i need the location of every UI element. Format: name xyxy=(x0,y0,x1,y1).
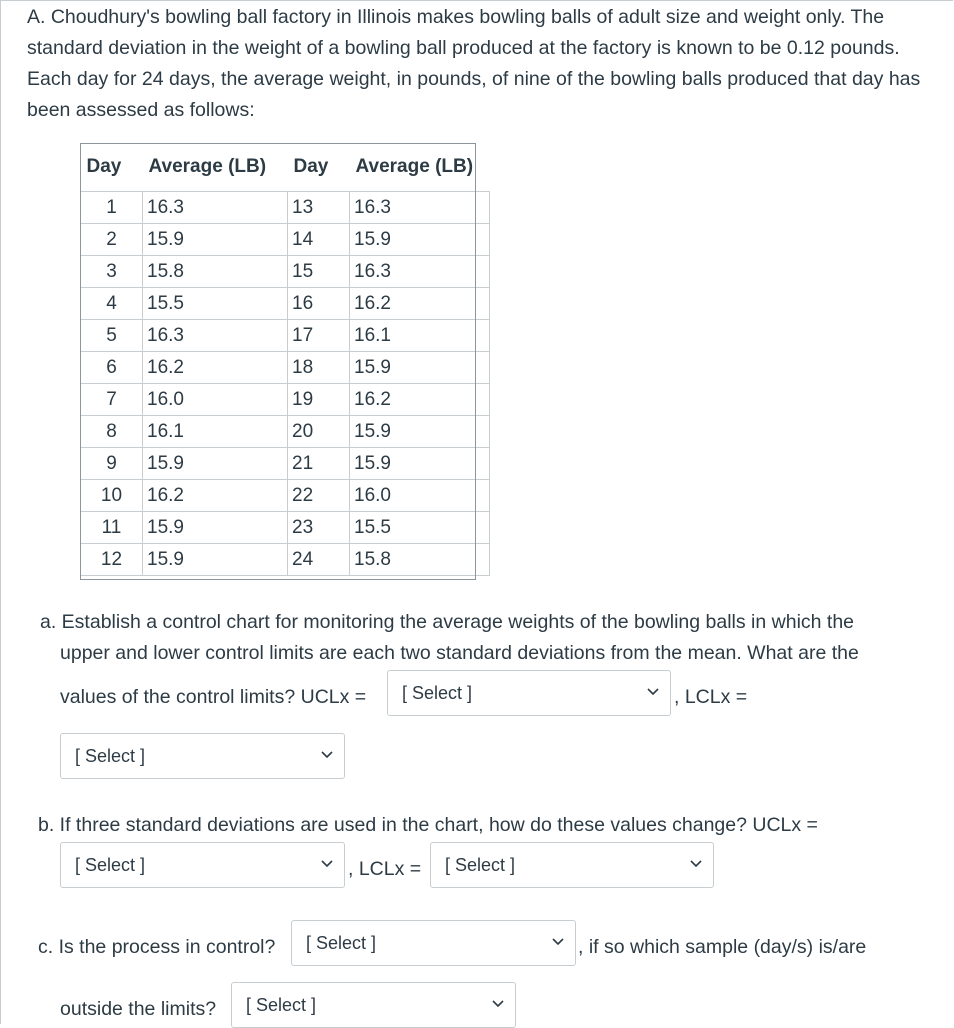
average-cell: 15.5 xyxy=(143,288,288,320)
day-cell: 18 xyxy=(288,352,350,384)
question-intro: A. Choudhury's bowling ball factory in Illinois makes bowling balls of adult size and weight only. The standard deviation in the weight of a bowling ball produced at the factory is known to be 0.12 pounds. Each day for 24 days, the average weight, in pounds, of nine of the bowling balls produced that day has been assessed as follows: xyxy=(27,6,921,121)
average-cell: 15.9 xyxy=(350,352,490,384)
day-cell: 14 xyxy=(288,224,350,256)
question-a-line3: values of the control limits? UCLx = xyxy=(60,686,367,708)
average-cell: 16.0 xyxy=(143,384,288,416)
average-cell: 16.0 xyxy=(350,480,490,512)
data-table xyxy=(80,143,490,576)
select-value: [ Select ] xyxy=(306,933,377,953)
day-cell: 23 xyxy=(288,512,350,544)
day-cell: 24 xyxy=(288,544,350,576)
average-cell: 15.8 xyxy=(350,544,490,576)
question-b-line1: b. If three standard deviations are used in the chart, how do these values change? UCLx = xyxy=(38,814,818,836)
table-row xyxy=(81,288,490,320)
lclx-2sd-select[interactable] xyxy=(60,733,345,779)
select-value: [ Select ] xyxy=(445,855,516,875)
average-cell: 15.5 xyxy=(350,512,490,544)
average-cell: 15.9 xyxy=(143,224,288,256)
day-cell: 1 xyxy=(81,192,143,224)
table-row xyxy=(81,320,490,352)
average-cell: 15.9 xyxy=(350,416,490,448)
average-cell: 16.2 xyxy=(143,352,288,384)
question-c-line2: outside the limits? xyxy=(60,998,217,1020)
average-cell: 15.9 xyxy=(143,448,288,480)
average-cell: 16.3 xyxy=(350,256,490,288)
day-cell: 5 xyxy=(81,320,143,352)
uclx-2sd-select[interactable] xyxy=(387,670,671,716)
average-cell: 16.3 xyxy=(143,320,288,352)
table-header-row xyxy=(81,143,490,192)
table-row xyxy=(81,224,490,256)
chevron-down-icon xyxy=(551,934,565,948)
header-average-1: Average (LB) xyxy=(143,143,288,192)
average-cell: 15.9 xyxy=(350,224,490,256)
table-row xyxy=(81,352,490,384)
day-cell: 2 xyxy=(81,224,143,256)
average-cell: 15.9 xyxy=(143,544,288,576)
table-row xyxy=(81,384,490,416)
table-row xyxy=(81,544,490,576)
average-cell: 16.2 xyxy=(350,288,490,320)
uclx-3sd-select[interactable] xyxy=(60,842,345,888)
average-cell: 15.8 xyxy=(143,256,288,288)
question-a-suffix: , LCLx = xyxy=(674,686,748,708)
chevron-down-icon xyxy=(646,684,660,698)
average-cell: 16.1 xyxy=(143,416,288,448)
select-value: [ Select ] xyxy=(75,746,146,766)
lclx-3sd-select[interactable] xyxy=(430,842,714,888)
table-row xyxy=(81,256,490,288)
question-c-suffix: , if so which sample (day/s) is/are xyxy=(578,936,867,958)
average-cell: 16.2 xyxy=(350,384,490,416)
outside-limits-select[interactable] xyxy=(231,982,516,1028)
question-b-mid: , LCLx = xyxy=(348,858,422,880)
select-value: [ Select ] xyxy=(246,995,317,1015)
average-cell: 15.9 xyxy=(143,512,288,544)
question-a-line1: a. Establish a control chart for monitoring the average weights of the bowling balls in which the xyxy=(40,611,855,633)
day-cell: 15 xyxy=(288,256,350,288)
day-cell: 19 xyxy=(288,384,350,416)
day-cell: 8 xyxy=(81,416,143,448)
average-cell: 15.9 xyxy=(350,448,490,480)
table-row xyxy=(81,480,490,512)
day-cell: 13 xyxy=(288,192,350,224)
day-cell: 6 xyxy=(81,352,143,384)
table-row xyxy=(81,192,490,224)
table-row xyxy=(81,448,490,480)
question-a-line2: upper and lower control limits are each two standard deviations from the mean. What are the xyxy=(60,642,859,664)
chevron-down-icon xyxy=(320,856,334,870)
average-cell: 16.2 xyxy=(143,480,288,512)
chevron-down-icon xyxy=(320,747,334,761)
day-cell: 10 xyxy=(81,480,143,512)
chevron-down-icon xyxy=(689,856,703,870)
average-cell: 16.1 xyxy=(350,320,490,352)
table-row xyxy=(81,512,490,544)
chevron-down-icon xyxy=(491,996,505,1010)
table-row xyxy=(81,416,490,448)
header-day-1: Day xyxy=(81,143,143,192)
select-value: [ Select ] xyxy=(75,855,146,875)
header-average-2: Average (LB) xyxy=(350,143,490,192)
day-cell: 3 xyxy=(81,256,143,288)
average-cell: 16.3 xyxy=(143,192,288,224)
select-value: [ Select ] xyxy=(402,683,473,703)
day-cell: 17 xyxy=(288,320,350,352)
in-control-select[interactable] xyxy=(291,920,576,966)
day-cell: 22 xyxy=(288,480,350,512)
day-cell: 9 xyxy=(81,448,143,480)
header-day-2: Day xyxy=(288,143,350,192)
average-cell: 16.3 xyxy=(350,192,490,224)
day-cell: 4 xyxy=(81,288,143,320)
day-cell: 11 xyxy=(81,512,143,544)
day-cell: 7 xyxy=(81,384,143,416)
day-cell: 20 xyxy=(288,416,350,448)
day-cell: 16 xyxy=(288,288,350,320)
day-cell: 21 xyxy=(288,448,350,480)
question-c-line1: c. Is the process in control? xyxy=(38,936,276,958)
day-cell: 12 xyxy=(81,544,143,576)
